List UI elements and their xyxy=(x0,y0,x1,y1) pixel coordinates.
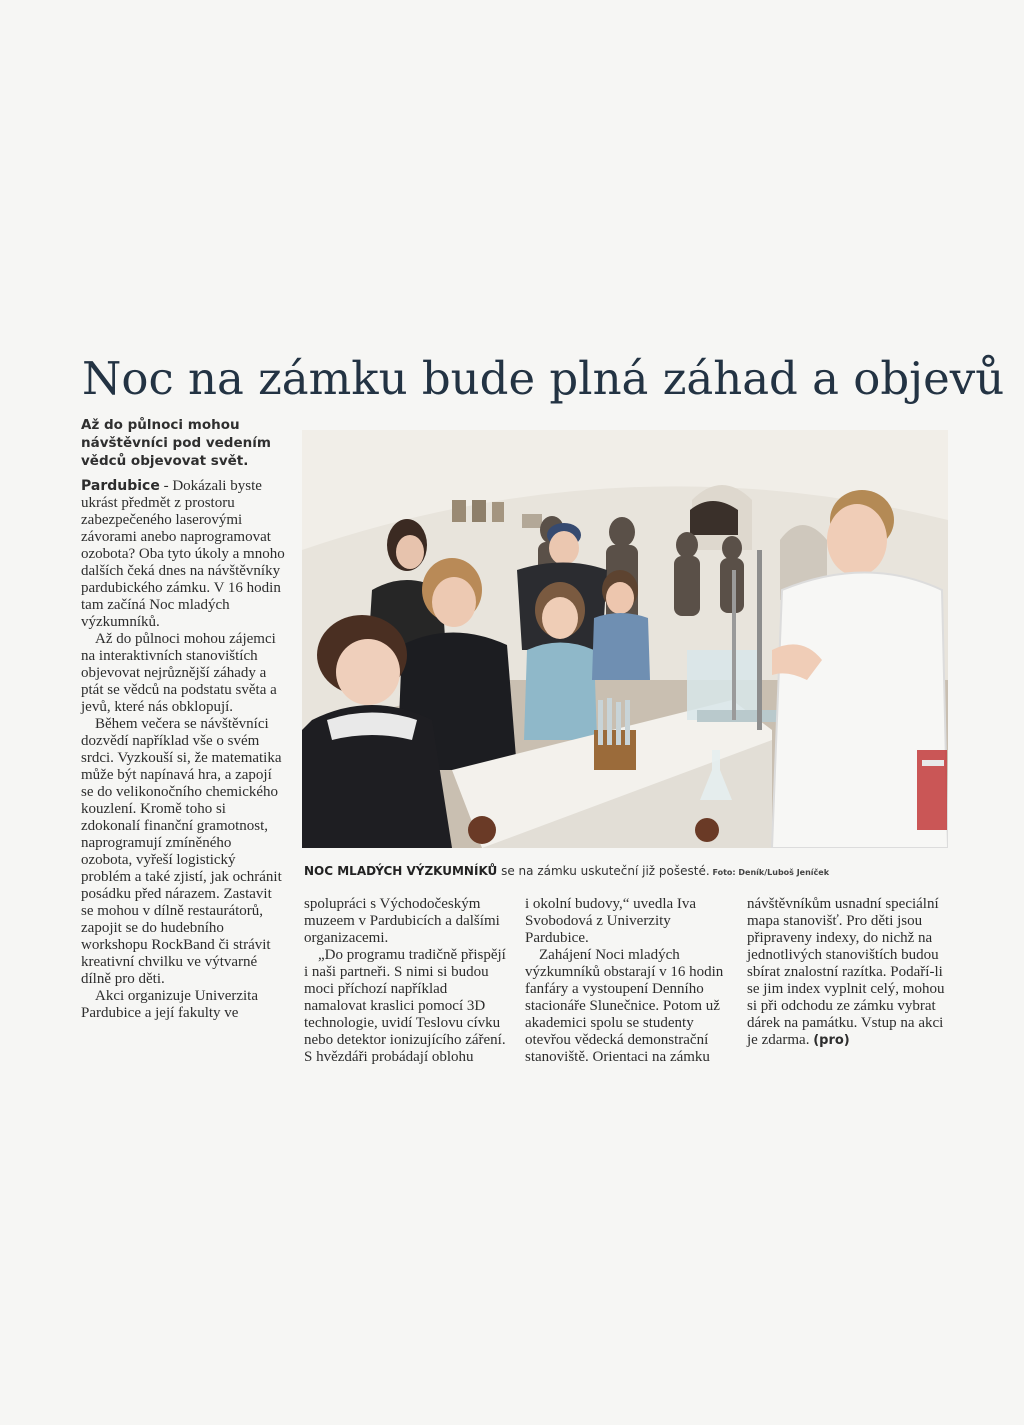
body-paragraph: Akci organizuje Univerzita Pardubice a její fakulty ve xyxy=(81,988,258,1021)
article-column-3 xyxy=(525,896,731,1066)
first-paragraph-text: - Dokázali byste ukrást předmět z prostoru zabezpečeného laserovými závorami anebo naprogramovat ozobota? Oba tyto úkoly a mnoho dalších čeká dnes na návštěvníky pardubického zámku. V 16 hodin tam začíná Noc mladých výzkumníků. xyxy=(81,478,285,630)
photo-illustration xyxy=(302,430,948,848)
photo-credit: Foto: Deník/Luboš Jeníček xyxy=(709,868,830,877)
article-column-2 xyxy=(304,896,510,1066)
article-column-4 xyxy=(747,896,953,1049)
author-signoff: (pro) xyxy=(813,1033,850,1048)
caption-title: NOC MLADÝCH VÝZKUMNÍKŮ xyxy=(304,864,498,878)
photo-caption xyxy=(304,862,954,882)
last-paragraph-text: návštěvníkům usnadní speciální mapa stanovišť. Pro děti jsou připraveny indexy, do nichž na jednotlivých stanovištích budou sbírat znalostní razítka. Podaří-li se jim index vyplnit celý, mohou si při odchodu ze zámku vybrat dárek na památku. Vstup na akci je zdarma. xyxy=(747,896,945,1048)
headline: Noc na zámku bude plná záhad a objevů xyxy=(82,352,1005,405)
dateline: Pardubice xyxy=(81,478,160,494)
caption-text: se na zámku uskuteční již pošesté. xyxy=(497,864,710,878)
body-paragraph: Zahájení Noci mladých výzkumníků obstarají v 16 hodin fanfáry a vystoupení Denního stacionáře Slunečnice. Potom už akademici spolu se studenty otevřou vědecká demonstrační stanoviště. Orientaci na zámku xyxy=(525,947,724,1065)
body-paragraph: „Do programu tradičně přispějí i naši partneři. S nimi si budou moci příchozí například namalovat kraslici pomocí 3D technologie, uvidí Teslovu cívku nebo detektor ionizujícího záření. S hvězdáři probádají oblohu xyxy=(304,947,506,1065)
article-column-1 xyxy=(81,478,286,1022)
last-paragraph xyxy=(747,896,953,1049)
body-paragraph: Až do půlnoci mohou zájemci na interaktivních stanovištích objevovat nejrůznější záhady a ptát se vědců na podstatu světa a jevů, které nás obklopují. xyxy=(81,631,277,715)
lead-paragraph: Až do půlnoci mohou návštěvníci pod vedením vědců objevovat svět. xyxy=(81,417,271,469)
body-paragraph: Během večera se návštěvníci dozvědí například vše o svém srdci. Vyzkouší si, že matematika může být napínavá hra, a zapojí se do velikonočního chemického kouzlení. Kromě toho si zdokonalí finanční gramotnost, naprogramují zmíněného ozobota, vyřeší logistický problém a také zjistí, jak ochránit posádku před nárazem. Zastavit se mohou v dílně restaurátorů, zapojit se do hudebního workshopu RockBand či strávit kreativní chvilku ve výtvarné dílně pro děti. xyxy=(81,716,282,987)
article-photo xyxy=(302,430,948,848)
body-paragraph: spolupráci s Východočeským muzeem v Pardubicích a dalšími organizacemi. xyxy=(304,896,500,946)
first-paragraph xyxy=(81,478,286,631)
body-paragraph: i okolní budovy,“ uvedla Iva Svobodová z Univerzity Pardubice. xyxy=(525,896,697,946)
